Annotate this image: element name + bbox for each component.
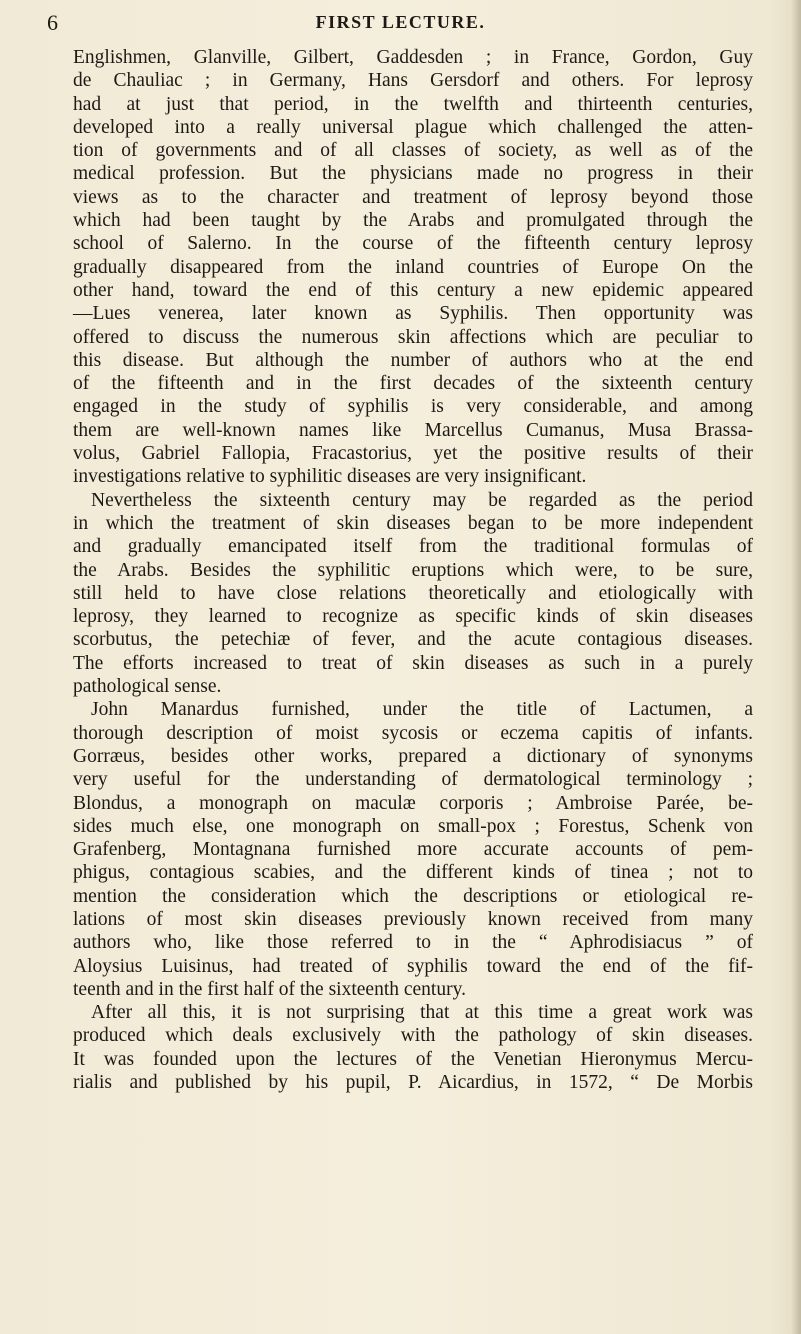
text-line: of the fifteenth and in the first decades of the sixteenth century [73,373,753,395]
text-line: —Lues venerea, later known as Syphilis. Then opportunity was [73,303,753,325]
text-line: mention the consideration which the descriptions or etiological re- [73,885,753,907]
text-line: engaged in the study of syphilis is very considerable, and among [73,396,753,418]
text-line: thorough description of moist sycosis or eczema capitis of infants. [73,722,753,744]
text-line: John Manardus furnished, under the title of Lactumen, a [91,699,753,721]
text-line: produced which deals exclusively with the pathology of skin diseases. [73,1025,753,1047]
text-line: de Chauliac ; in Germany, Hans Gersdorf and others. For leprosy [73,70,753,92]
text-line: still held to have close relations theoretically and etiologically with [73,582,753,604]
text-line: and gradually emancipated itself from the traditional formulas of [73,536,753,558]
text-line: volus, Gabriel Fallopia, Fracastorius, yet the positive results of their [73,443,753,465]
text-line: pathological sense. [73,676,222,698]
text-line: tion of governments and of all classes of society, as well as of the [73,140,753,162]
text-line: It was founded upon the lectures of the Venetian Hieronymus Mercu- [73,1048,753,1070]
running-head: FIRST LECTURE. [315,12,486,32]
text-line: offered to discuss the numerous skin affections which are peculiar to [73,326,753,348]
text-line: investigations relative to syphilitic diseases are very insignificant. [73,466,587,488]
text-line: gradually disappeared from the inland countries of Europe On the [73,256,753,278]
text-line: them are well-known names like Marcellus Cumanus, Musa Brassa- [73,419,753,441]
page-number: 6 [47,10,59,35]
text-line: leprosy, they learned to recognize as specific kinds of skin diseases [73,606,753,628]
text-line: Nevertheless the sixteenth century may be regarded as the period [91,489,753,511]
text-line: Blondus, a monograph on maculæ corporis ; Ambroise Parée, be- [73,792,753,814]
text-line: Englishmen, Glanville, Gilbert, Gaddesden ; in France, Gordon, Guy [73,47,753,68]
text-line: views as to the character and treatment of leprosy beyond those [73,186,753,208]
text-line: rialis and published by his pupil, P. Aicardius, in 1572, “ De Morbis [73,1072,753,1094]
text-line: Aloysius Luisinus, had treated of syphilis toward the end of the fif- [73,955,753,977]
text-line: school of Salerno. In the course of the fifteenth century leprosy [73,233,753,255]
text-line: teenth and in the first half of the sixteenth century. [73,978,466,1000]
text-line: medical profession. But the physicians made no progress in their [73,163,753,185]
text-line: Gorræus, besides other works, prepared a dictionary of synonyms [73,745,753,767]
text-line: had at just that period, in the twelfth and thirteenth centuries, [73,93,753,115]
page-edge-shadow [791,0,801,1334]
text-line: authors who, like those referred to in the “ Aphrodisiacus ” of [73,932,753,954]
text-line: this disease. But although the number of authors who at the end [73,349,753,371]
text-line: which had been taught by the Arabs and promulgated through the [73,210,753,232]
text-line: phigus, contagious scabies, and the different kinds of tinea ; not to [73,862,753,884]
text-line: sides much else, one monograph on small-pox ; Forestus, Schenk von [73,815,753,837]
text-line: developed into a really universal plague which challenged the atten- [73,116,753,138]
text-line: the Arabs. Besides the syphilitic eruptions which were, to be sure, [73,559,753,581]
text-line: very useful for the understanding of dermatological terminology ; [73,769,753,791]
text-line: Grafenberg, Montagnana furnished more accurate accounts of pem- [73,839,753,861]
text-line: lations of most skin diseases previously known received from many [73,908,753,930]
body-text [73,46,753,1094]
text-line: The efforts increased to treat of skin diseases as such in a purely [73,652,753,674]
text-line: in which the treatment of skin diseases began to be more independent [73,512,753,534]
text-line: After all this, it is not surprising that at this time a great work was [91,1002,753,1024]
text-line: scorbutus, the petechiæ of fever, and the acute contagious diseases. [73,629,753,651]
text-line: other hand, toward the end of this century a new epidemic appeared [73,279,753,301]
page-header [0,10,801,40]
